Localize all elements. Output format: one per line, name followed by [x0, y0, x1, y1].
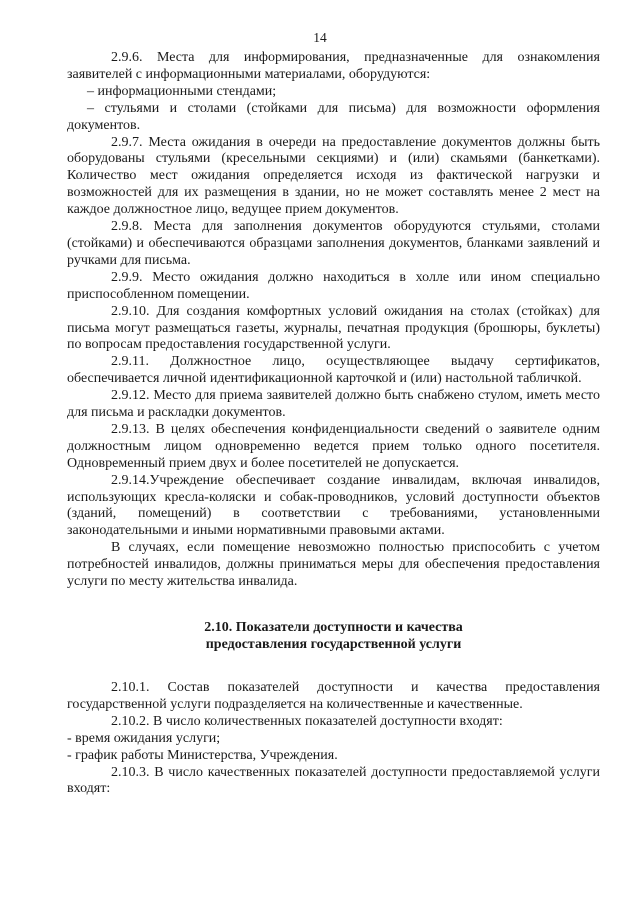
- paragraph-2-10-1: 2.10.1. Состав показателей доступности и качества предоставления государственной услуги подразделяется на количественные и качественные.: [67, 680, 600, 712]
- paragraph-2-9-10: 2.9.10. Для создания комфортных условий ожидания на столах (стойках) для письма могут размещаться газеты, журналы, печатная продукция (брошюры, буклеты) по вопросам предоставления государственной услуги.: [67, 303, 600, 353]
- paragraph-2-9-11: 2.9.11. Должностное лицо, осуществляющее выдачу сертификатов, обеспечивается личной идентификационной карточкой и (или) настольной табличкой.: [67, 354, 600, 387]
- list-item-info-stands: – информационными стендами;: [87, 83, 277, 99]
- section-heading-line-2: предоставления государственной услуги: [205, 637, 462, 652]
- paragraph-2-9-13: 2.9.13. В целях обеспечения конфиденциальности сведений о заявителе одним должностным лицом одновременно ведется прием только одного посетителя. Одновременный прием двух и более посетителей не допускается.: [67, 421, 600, 471]
- section-heading-2-10: [67, 619, 600, 653]
- paragraph-2-10-2: 2.10.2. В число количественных показателей доступности входят:: [111, 713, 503, 729]
- page-number: 14: [313, 30, 327, 45]
- paragraph-2-9-14: 2.9.14.Учреждение обеспечивает создание инвалидам, включая инвалидов, использующих кресла-коляски и собак-проводников, условий доступности объектов (зданий, помещений) в соответствии с требованиями, установленными законодательными и иными нормативными правовыми актами.: [67, 472, 600, 539]
- paragraph-2-9-8: 2.9.8. Места для заполнения документов оборудуются стульями, столами (стойками) и обеспечиваются образцами заполнения документов, бланками заявлений и ручками для письма.: [67, 219, 600, 268]
- paragraph-2-9-9: 2.9.9. Место ожидания должно находиться в холле или ином специально приспособленном помещении.: [67, 269, 600, 302]
- section-heading-line-1: 2.10. Показатели доступности и качества: [204, 620, 463, 635]
- paragraph-2-9-6: 2.9.6. Места для информирования, предназначенные для ознакомления заявителей с информационными материалами, оборудуются:: [67, 50, 600, 82]
- paragraph-disabled-accommodation: В случаях, если помещение невозможно полностью приспособить с учетом потребностей инвалидов, должны приниматься меры для обеспечения предоставления услуги по месту жительства инвалида.: [67, 540, 600, 590]
- list-item-waiting-time: - время ожидания услуги;: [67, 730, 221, 746]
- paragraph-2-9-7: 2.9.7. Места ожидания в очереди на предоставление документов должны быть оборудованы стульями (кресельными секциями) и (или) скамьями (банкетками). Количество мест ожидания определяется исходя из фактической нагрузки и возможностей для их размещения в здании, но не может составлять менее 2 мест на каждое должностное лицо, ведущее прием документов.: [67, 134, 600, 218]
- list-item-work-schedule: - график работы Министерства, Учреждения.: [67, 747, 338, 763]
- paragraph-2-10-3: 2.10.3. В число качественных показателей доступности предоставляемой услуги входят:: [67, 764, 600, 797]
- document-body: [67, 50, 600, 798]
- list-item-chairs-tables: – стульями и столами (стойками для письма) для возможности оформления документов.: [67, 100, 600, 133]
- paragraph-2-9-12: 2.9.12. Место для приема заявителей должно быть снабжено стулом, иметь место для письма и раскладки документов.: [67, 388, 600, 421]
